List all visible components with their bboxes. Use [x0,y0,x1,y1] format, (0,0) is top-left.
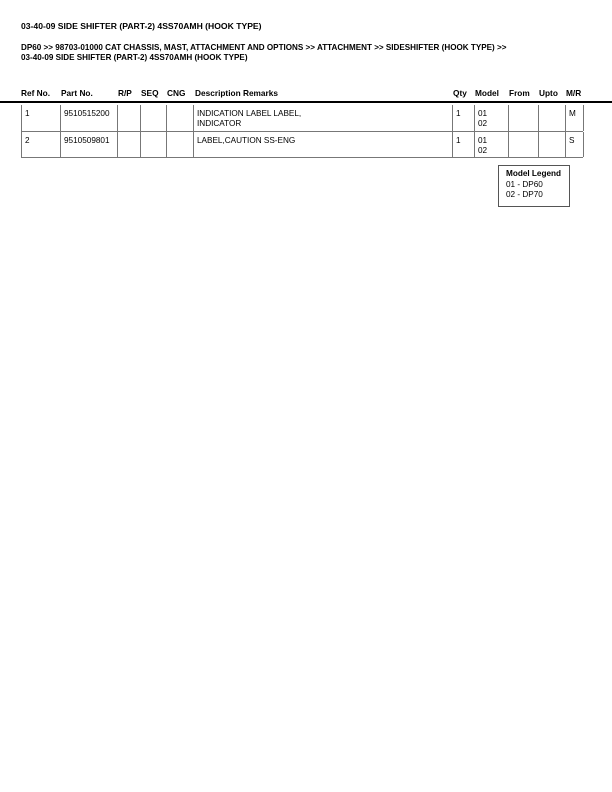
legend-item: 01 - DP60 [506,180,543,189]
model-line-1: 01 [478,136,488,145]
cell-seq [141,132,167,157]
table-header [0,87,612,101]
cell-desc [194,105,453,131]
table-row [21,105,583,132]
column-header-model: Model [475,88,499,98]
cell-part: 9510509801 [61,132,118,157]
cell-upto [539,132,566,157]
column-header-part: Part No. [61,88,93,98]
column-header-from: From [509,88,530,98]
table-row [21,132,583,158]
cell-mr: M [566,105,584,131]
column-header-qty: Qty [453,88,467,98]
model-legend [498,165,570,207]
breadcrumb [21,43,506,63]
cell-model [475,132,509,157]
page-title: 03-40-09 SIDE SHIFTER (PART-2) 4SS70AMH (HOOK TYPE) [21,21,262,31]
desc-line-2: INDICATOR [197,119,242,128]
column-header-mr: M/R [566,88,582,98]
cell-rp [118,132,141,157]
legend-item: 02 - DP70 [506,190,543,199]
column-header-upto: Upto [539,88,558,98]
cell-cng [167,132,194,157]
cell-desc [194,132,453,157]
column-header-cng: CNG [167,88,186,98]
cell-from [509,105,539,131]
column-header-rp: R/P [118,88,132,98]
cell-ref: 2 [22,132,61,157]
model-line-2: 02 [478,119,488,128]
column-header-ref: Ref No. [21,88,51,98]
cell-ref: 1 [22,105,61,131]
breadcrumb-line-2: 03-40-09 SIDE SHIFTER (PART-2) 4SS70AMH (HOOK TYPE) [21,53,248,62]
cell-seq [141,105,167,131]
legend-title: Model Legend [506,169,562,178]
desc-line-1: INDICATION LABEL LABEL, [197,109,302,118]
column-header-seq: SEQ [141,88,159,98]
breadcrumb-line-1: DP60 >> 98703-01000 CAT CHASSIS, MAST, ATTACHMENT AND OPTIONS >> ATTACHMENT >> SIDESHIFTER (HOOK TYPE) >> [21,43,507,52]
cell-cng [167,105,194,131]
header-rule [0,101,612,103]
column-header-desc: Description Remarks [195,88,279,98]
model-line-1: 01 [478,109,488,118]
cell-upto [539,105,566,131]
cell-rp [118,105,141,131]
cell-qty: 1 [453,132,475,157]
desc-line-1: LABEL,CAUTION SS-ENG [197,136,296,145]
cell-part: 9510515200 [61,105,118,131]
cell-mr: S [566,132,584,157]
cell-qty: 1 [453,105,475,131]
cell-from [509,132,539,157]
model-line-2: 02 [478,146,488,155]
cell-model [475,105,509,131]
